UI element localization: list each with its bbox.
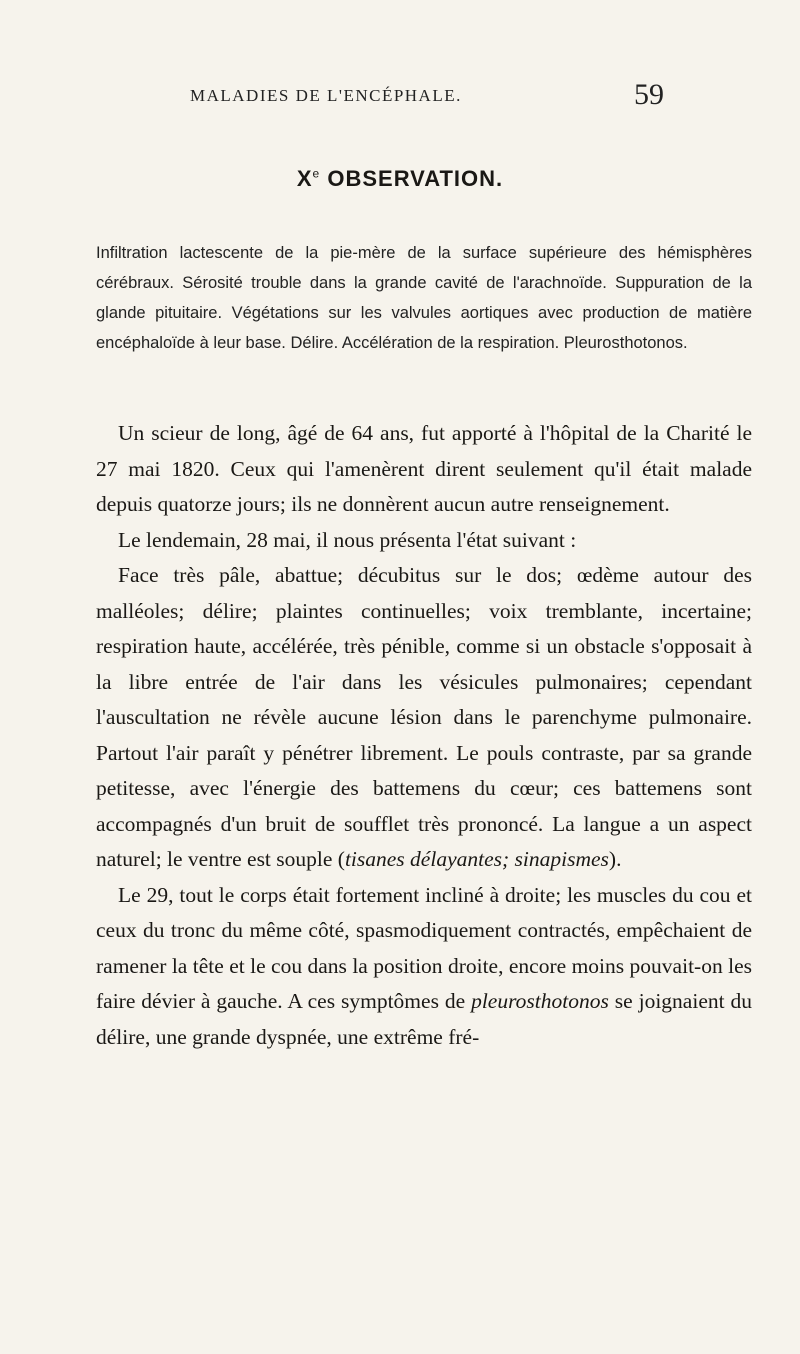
paragraph-admission: Un scieur de long, âgé de 64 ans, fut apporté à l'hôpital de la Charité le 27 mai 1820. Ceux qui l'amenèrent dirent seulement qu'il était malade depuis quatorze jours; ils ne donnèrent aucun autre renseignement. (96, 421, 752, 516)
paragraph-next-day: Le lendemain, 28 mai, il nous présenta l'état suivant : (118, 527, 577, 552)
observation-numeral: X (296, 166, 313, 191)
day-29-continuation: se joignaient du délire, une grande dyspnée, une extrême fré- (96, 989, 752, 1049)
page-number: 59 (634, 78, 664, 111)
paragraph-day-29 (96, 878, 752, 1056)
day-29-text: Le 29, tout le corps était fortement incliné à droite; les muscles du cou et ceux du tronc du même côté, spasmodiquement contractés, empêchaient de ramener la tête et le cou dans la position droite, encore moins pouvait-on les faire dévier à gauche. A ces symptômes de (96, 882, 752, 1013)
observation-summary: Infiltration lactescente de la pie-mère de la surface supérieure des hémisphères cérébraux. Sérosité trouble dans la grande cavité de l'arachnoïde. Suppuration de la glande pituitaire. Végétations sur les valvules aortiques avec production de matière encéphaloïde à leur base. Délire. Accélération de la respiration. Pleurosthotonos. (96, 244, 752, 352)
body-text (96, 416, 752, 1055)
observation-word: OBSERVATION. (327, 166, 504, 191)
paragraph-symptoms (96, 558, 752, 878)
observation-numeral-suffix: e (312, 166, 321, 181)
symptoms-text: Face très pâle, abattue; décubitus sur le dos; œdème autour des malléoles; délire; plaintes continuelles; voix tremblante, incertaine; respiration haute, accélérée, très pénible, comme si un obstacle s'opposait à la libre entrée de l'air dans les vésicules pulmonaires; cependant l'auscultation ne révèle aucune lésion dans le parenchyme pulmonaire. Partout l'air paraît y pénétrer librement. Le pouls contraste, par sa grande petitesse, avec l'énergie des battemens du cœur; ces battemens sont accompagnés d'un bruit de soufflet très prononcé. La langue a un aspect naturel; le ventre est souple ( (96, 563, 752, 871)
running-head: MALADIES DE L'ENCÉPHALE. (190, 86, 462, 105)
treatment-italic: tisanes délayantes; sinapismes (344, 847, 609, 871)
pleurosthotonos-italic: pleurosthotonos (471, 989, 609, 1013)
symptoms-close: ). (608, 847, 622, 871)
observation-title (0, 166, 800, 192)
